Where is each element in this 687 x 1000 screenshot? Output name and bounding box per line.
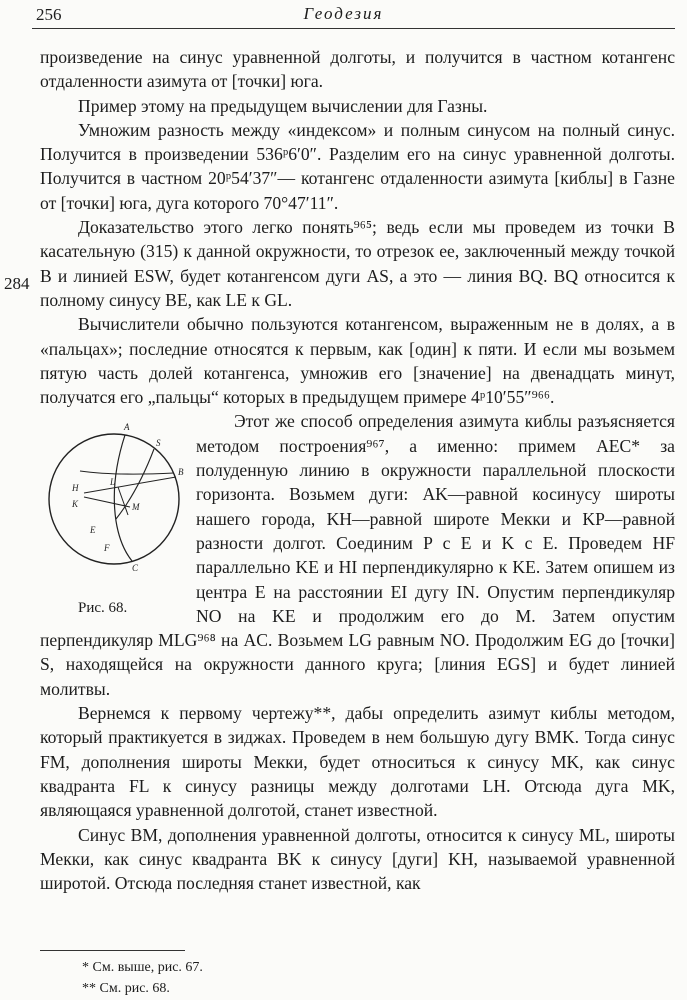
footnote: * См. выше, рис. 67. <box>82 960 203 975</box>
body-text <box>40 45 675 895</box>
paragraph: Пример этому на предыдущем вычислении для Газны. <box>78 95 488 116</box>
footnote: ** См. рис. 68. <box>82 981 170 996</box>
page-header <box>0 3 687 29</box>
label-a: A <box>124 422 130 433</box>
label-b: B <box>178 467 184 478</box>
page-number: 256 <box>36 5 62 24</box>
figure-68 <box>40 411 188 621</box>
label-l: L <box>110 477 116 488</box>
circle-diagram <box>40 411 188 591</box>
paragraph: Этот же способ определения азимута киблы разъясняется методом построения⁹⁶⁷, а именно: примем AEC* за полуденную линию в окружности параллельной плоскости горизонта. Возьмем дуги: AK—равной косинусу широты нашего города, KH—равной широте Мекки и KP—равной разности долгот. Соединим P с E и K с E. Проведем HF параллельно KE и HI перпендикулярно к KE. Затем опишем из центра E на расстоянии EI дугу IN. Опустим перпендикуляр NO на KE и продолжим его до M. Затем опустим перпендикуляр MLG⁹⁶⁸ на AC. Возьмем LG равным NO. Продолжим EG до [точки] S, находящейся на окружности данного круга; [линия EGS] и будет линией молитвы. <box>40 411 675 699</box>
running-title: Геодезия <box>303 4 384 23</box>
paragraph: произведение на синус уравненной долготы, и получится в частном котангенс отдаленности азимута от [точки] юга. <box>40 47 675 92</box>
paragraph: Умножим разность между «индексом» и полным синусом на полный синус. Получится в произведении 536ᵖ6′0″. Разделим его на синус уравненной долготы. Получится в частном 20ᵖ54′37″— котангенс отдаленности азимута [киблы] в Газне от [точки] юга, дуга которого 70°47′11″. <box>40 119 675 213</box>
footnotes <box>82 957 203 999</box>
paragraph: Доказательство этого легко понять⁹⁶⁵; ведь если мы проведем из точки B касательную (315) к данной окружности, то отрезок ее, заключенный между точкой B и линией ESW, будет котангенсом дуги AS, а это — линия BQ. BQ относится к полному синусу BE, как LE к GL. <box>40 217 675 310</box>
label-k: K <box>72 499 79 510</box>
label-m: M <box>132 502 140 513</box>
footnote-rule <box>40 950 185 951</box>
paragraph: Синус BM, дополнения уравненной долготы, относится к синусу ML, широты Мекки, как синус квадранта BK к синусу [дуги] KH, называемой уравненной широтой. Отсюда последняя станет известной, как <box>40 824 675 894</box>
label-f: F <box>104 543 110 554</box>
label-s: S <box>156 438 161 449</box>
margin-page-reference: 284 <box>4 274 30 293</box>
label-e: E <box>90 525 96 536</box>
paragraph: Вычислители обычно пользуются котангенсом, выраженным не в долях, а в «пальцах»; последние относятся к первым, как [один] к пяти. И если мы возьмем пятую часть долей котангенса, умножив его [значение] на двенадцать минут, получатся его „пальцы“ которых в предыдущем примере 4ᵖ10′55″⁹⁶⁶. <box>40 314 675 408</box>
label-h: H <box>72 483 79 494</box>
label-c: C <box>132 563 139 574</box>
paragraph: Вернемся к первому чертежу**, дабы определить азимут киблы методом, который практикуется в зиджах. Проведем в нем большую дугу BMK. Тогда синус FM, дополнения широты Мекки, будет относиться к синусу MK, как синус квадранта FL к синусу разницы между долготами LH. Отсюда дуга MK, являющаяся уравненной долготой, станет известной. <box>40 703 675 821</box>
figure-caption: Рис. 68. <box>78 600 128 617</box>
header-rule <box>32 28 675 29</box>
